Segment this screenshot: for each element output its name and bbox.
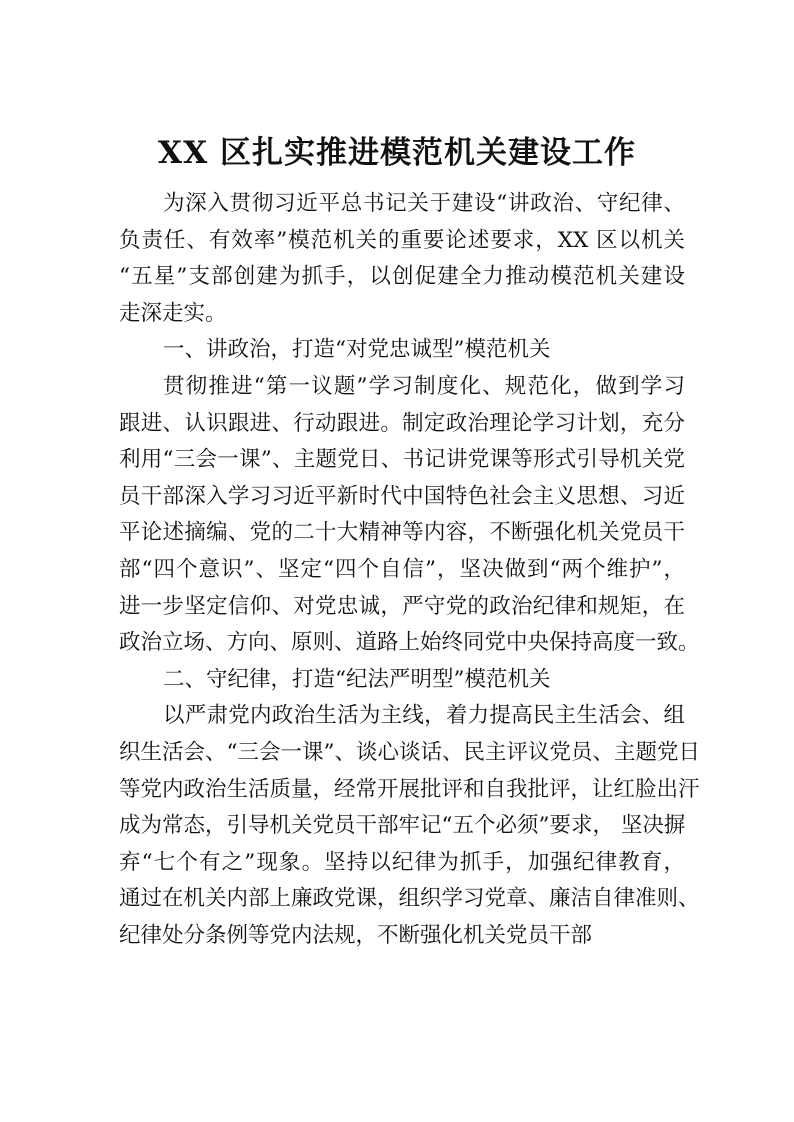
text-line: “五星”支部创建为抓手，以创促建全力推动模范机关建设 <box>119 264 685 290</box>
text-line: 纪律处分条例等党内法规，不断强化机关党员干部 <box>119 922 593 948</box>
text-line: 走深走实。 <box>119 300 227 326</box>
section-heading-1 <box>119 332 685 369</box>
text-line: 负责任、有效率”模范机关的重要论述要求，XX 区以机关 <box>119 227 685 253</box>
text-line: 进一步坚定信仰、对党忠诚，严守党的政治纪律和规矩，在 <box>119 593 685 619</box>
text-line: 利用“三会一课”、主题党日、书记讲党课等形式引导机关党 <box>119 447 685 473</box>
text-line: 通过在机关内部上廉政党课，组织学习党章、廉洁自律准则、 <box>119 886 700 912</box>
text-line: 跟进、认识跟进、行动跟进。制定政治理论学习计划，充分 <box>119 410 685 436</box>
text-line: 等党内政治生活质量，经常开展批评和自我批评，让红脸出汗 <box>119 776 700 802</box>
heading-line: 二、守纪律，打造“纪法严明型”模范机关 <box>163 666 551 692</box>
paragraph-intro <box>119 186 685 332</box>
text-line: 员干部深入学习习近平新时代中国特色社会主义思想、习近 <box>119 483 685 509</box>
paragraph-politics <box>119 369 700 662</box>
text-line: 织生活会、“三会一课”、谈心谈话、民主评议党员、主题党日 <box>119 739 700 765</box>
document-body <box>119 186 700 954</box>
text-line: 部“四个意识”、坚定“四个自信”，坚决做到“两个维护”， <box>119 556 685 582</box>
text-line: 为深入贯彻习近平总书记关于建设“讲政治、守纪律、 <box>163 191 685 216</box>
text-line: 贯彻推进“第一议题”学习制度化、规范化，做到学习 <box>163 373 685 399</box>
text-line: 成为常态，引导机关党员干部牢记“五个必须”要求， 坚决摒 <box>119 813 686 839</box>
text-line: 政治立场、方向、原则、道路上始终同党中央保持高度一致。 <box>119 630 700 656</box>
heading-line: 一、讲政治，打造“对党忠诚型”模范机关 <box>163 337 551 363</box>
paragraph-discipline <box>119 698 700 954</box>
document-title: XX 区扎实推进模范机关建设工作 <box>158 135 636 171</box>
text-line: 以严肃党内政治生活为主线，着力提高民主生活会、组 <box>163 703 685 729</box>
text-line: 平论述摘编、党的二十大精神等内容，不断强化机关党员干 <box>119 520 685 546</box>
section-heading-2 <box>119 662 685 699</box>
text-line: 弃“七个有之”现象。坚持以纪律为抓手，加强纪律教育， <box>119 849 685 875</box>
